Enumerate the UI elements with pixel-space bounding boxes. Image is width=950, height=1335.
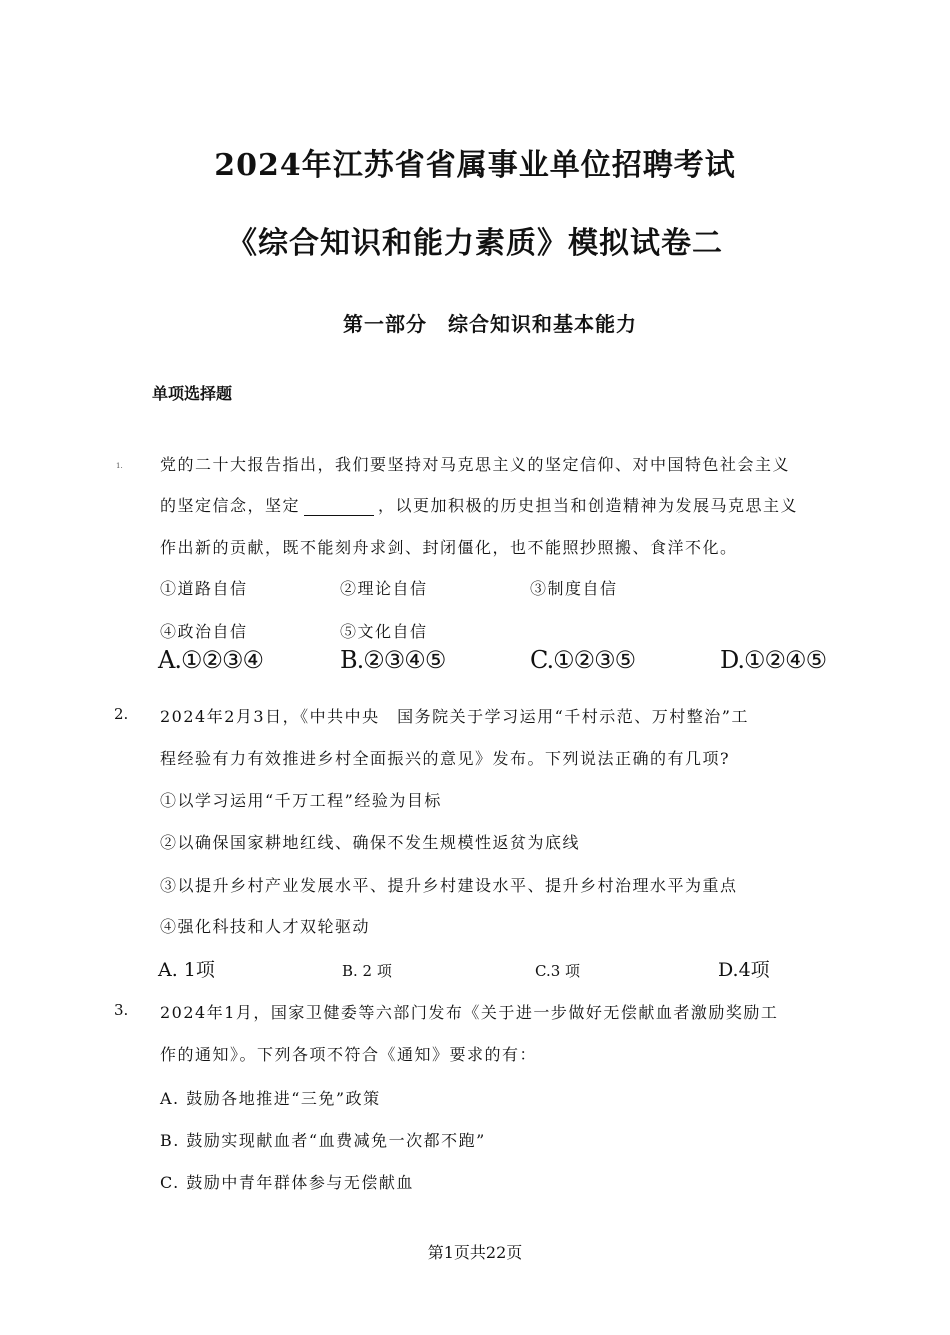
option-a[interactable]: A. 鼓励各地推进“三免”政策	[160, 1089, 381, 1108]
option-d[interactable]: D.①②④⑤	[720, 646, 827, 674]
question-number: 3.	[114, 1001, 129, 1019]
option-c[interactable]: C. 鼓励中青年群体参与无偿献血	[160, 1173, 414, 1192]
question-text-line: 作的通知》。下列各项不符合《通知》要求的有：	[160, 1045, 538, 1064]
question-text-line: 党的二十大报告指出，我们要坚持对马克思主义的坚定信仰、对中国特色社会主义	[160, 455, 791, 474]
question-text-line: 作出新的贡献，既不能刻舟求剑、封闭僵化，也不能照抄照搬、食洋不化。	[160, 538, 738, 557]
statement-item: ②以确保国家耕地红线、确保不发生规模性返贫为底线	[160, 833, 581, 852]
page-subtitle: 《综合知识和能力素质》模拟试卷二	[227, 226, 723, 261]
statement-item: ③制度自信	[530, 579, 618, 598]
statement-item: ②理论自信	[340, 579, 428, 598]
question-text-segment: 的坚定信念，坚定	[160, 496, 301, 515]
option-c[interactable]: C.①②③⑤	[530, 646, 636, 674]
page-title: 2024年江苏省省属事业单位招聘考试	[214, 148, 736, 183]
question-text-line	[160, 493, 798, 516]
option-c[interactable]: C.3 项	[535, 962, 581, 980]
question-text-line: 程经验有力有效推进乡村全面振兴的意见》发布。下列说法正确的有几项?	[160, 749, 731, 768]
question-text-line: 2024年1月，国家卫健委等六部门发布《关于进一步做好无偿献血者激励奖励工	[160, 1003, 779, 1022]
statement-item: ④强化科技和人才双轮驱动	[160, 917, 371, 936]
question-text-line: 2024年2月3日，《中共中央 国务院关于学习运用“千村示范、万村整治”工	[160, 707, 749, 726]
section-heading: 单项选择题	[152, 384, 233, 403]
option-a[interactable]: A.①②③④	[158, 646, 264, 674]
part-heading: 第一部分 综合知识和基本能力	[343, 312, 637, 336]
option-b[interactable]: B. 2 项	[342, 962, 392, 980]
page-number: 第1页共22页	[427, 1243, 523, 1262]
option-a[interactable]: A. 1项	[158, 959, 215, 981]
option-d[interactable]: D.4项	[718, 959, 770, 981]
statement-item: ④政治自信	[160, 622, 248, 641]
fill-blank	[304, 499, 374, 516]
option-b[interactable]: B.②③④⑤	[340, 646, 446, 674]
statement-item: ⑤文化自信	[340, 622, 428, 641]
question-number: 2.	[114, 705, 129, 723]
question-number: 1.	[116, 462, 123, 470]
statement-item: ①道路自信	[160, 579, 248, 598]
statement-item: ①以学习运用“千万工程”经验为目标	[160, 791, 442, 810]
option-b[interactable]: B. 鼓励实现献血者“血费减免一次都不跑”	[160, 1131, 486, 1150]
question-text-segment: ，以更加积极的历史担当和创造精神为发展马克思主义	[378, 496, 799, 515]
statement-item: ③以提升乡村产业发展水平、提升乡村建设水平、提升乡村治理水平为重点	[160, 876, 738, 895]
